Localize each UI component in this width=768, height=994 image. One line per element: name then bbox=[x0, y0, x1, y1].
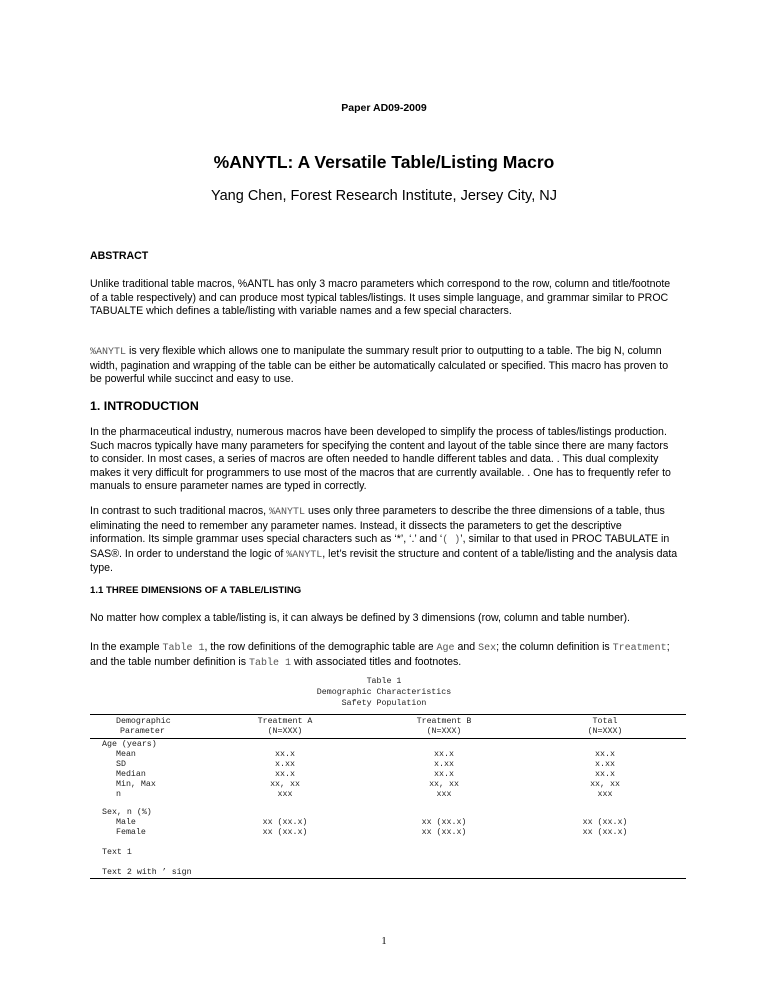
s11-text-b: , the row definitions of the demographic table are bbox=[204, 641, 437, 653]
table-cell: xx.x bbox=[595, 770, 615, 779]
col-header-total: Total bbox=[592, 717, 618, 726]
col-header-treatment-a: Treatment A bbox=[257, 717, 313, 726]
table-cell: xx.x bbox=[434, 750, 454, 759]
abstract-text-1: Unlike traditional table macros, %ANTL has only 3 macro parameters which correspond to the row, column and title/footnote of a table respectively) and can produce most typical tables/listings. It uses simple language, and grammar similar to PROC TABUALTE which defines a table/listing with variable names and a few special characters. bbox=[90, 278, 671, 318]
table-header-rule bbox=[90, 738, 686, 739]
table-cell: x.xx bbox=[595, 760, 615, 769]
col-header-treatment-b-n: (N=XXX) bbox=[426, 727, 462, 736]
s11-text-e: ; and the table number definition is bbox=[90, 641, 670, 668]
col-header-treatment-b: Treatment B bbox=[416, 717, 472, 726]
table-cell: x.xx bbox=[275, 760, 295, 769]
s11-text-d: ; the column definition is bbox=[496, 641, 613, 653]
table-row-label: Female bbox=[116, 828, 146, 837]
code-anytl: %ANYTL bbox=[286, 549, 323, 561]
table-text-2: Text 2 with ’ sign bbox=[102, 868, 192, 877]
table-cell: xxx bbox=[277, 790, 293, 799]
s11-text-f: with associated titles and footnotes. bbox=[291, 655, 462, 668]
code-age: Age bbox=[436, 643, 455, 654]
table-title-2: Demographic Characteristics bbox=[316, 688, 452, 697]
section-1-1-text-1: No matter how complex a table/listing is, it can always be defined by 3 dimensions (row, column and table number). bbox=[90, 612, 630, 624]
table-row-label: Mean bbox=[116, 750, 136, 759]
intro-paragraph-2 bbox=[90, 505, 680, 576]
intro-text-2-d: , let’s revisit the structure and content of a table/listing and the analysis data type. bbox=[90, 547, 678, 575]
s11-text-a: In the example bbox=[90, 641, 163, 653]
intro-text-2-b: uses only three parameters to describe the three dimensions of a table, thus eliminating the need to remember any parameter names. Instead, it dissects the parameters to get the descriptive information. Its simple grammar uses special characters such as ‘*’, ‘.’ and ‘ bbox=[90, 505, 665, 546]
table-cell: xx, xx bbox=[590, 780, 620, 789]
code-anytl: %ANYTL bbox=[90, 347, 127, 358]
code-parens: ( ) bbox=[442, 535, 461, 547]
intro-text-2 bbox=[90, 505, 680, 576]
abstract-heading: ABSTRACT bbox=[90, 250, 149, 262]
table-cell: xx (xx.x) bbox=[582, 818, 628, 827]
table-cell: xx (xx.x) bbox=[262, 818, 308, 827]
author-line: Yang Chen, Forest Research Institute, Jersey City, NJ bbox=[211, 188, 557, 204]
table-row-label: Median bbox=[116, 770, 146, 779]
page-number: 1 bbox=[381, 936, 387, 947]
table-row-label: SD bbox=[116, 760, 126, 769]
code-sex: Sex bbox=[478, 643, 497, 654]
table-cell: xx, xx bbox=[270, 780, 300, 789]
table-cell: xx (xx.x) bbox=[421, 828, 467, 837]
table-title-1: Table 1 bbox=[366, 677, 402, 686]
intro-text-2-a: In contrast to such traditional macros, bbox=[90, 505, 269, 517]
code-table-1: Table 1 bbox=[162, 643, 205, 654]
table-title-3: Safety Population bbox=[341, 699, 427, 708]
intro-paragraph-1 bbox=[90, 426, 680, 494]
table-row-label: n bbox=[116, 790, 121, 799]
col-header-treatment-a-n: (N=XXX) bbox=[267, 727, 303, 736]
code-treatment: Treatment bbox=[612, 643, 667, 654]
table-cell: x.xx bbox=[434, 760, 454, 769]
paper-id: Paper AD09-2009 bbox=[341, 102, 427, 114]
paper-title: %ANYTL: A Versatile Table/Listing Macro bbox=[213, 152, 555, 172]
code-anytl: %ANYTL bbox=[269, 507, 306, 518]
intro-heading: 1. INTRODUCTION bbox=[90, 399, 199, 413]
abstract-paragraph-2 bbox=[90, 345, 680, 387]
table-text-1: Text 1 bbox=[102, 848, 132, 857]
abstract-text-2 bbox=[90, 345, 680, 387]
table-row-label: Male bbox=[116, 818, 136, 827]
abstract-text-2-rest: is very flexible which allows one to manipulate the summary result prior to outputting to a table. The big N, column width, pagination and wrapping of the table can be either be automatically calculated or specified. This macro has proven to be powerful while succinct and easy to use. bbox=[90, 345, 669, 386]
table-row-label: Min, Max bbox=[116, 780, 156, 789]
col-header-param-line-1: Demographic bbox=[116, 717, 171, 726]
intro-text-1: In the pharmaceutical industry, numerous macros have been developed to simplify the process of tables/listings production. Such macros typically have many parameters for specifying the content and layout of the table since there are many factors to consider. In most cases, a series of macros are often needed to handle different tables and data. . This dual complexity makes it very difficult for programmers to use most of the macros that are currently available. . One has to frequently refer to manuals to ensure parameter names are typed in correctly. bbox=[90, 426, 671, 493]
table-cell: xxx bbox=[597, 790, 613, 799]
section-1-1-paragraph-1 bbox=[90, 612, 690, 626]
table-top-rule bbox=[90, 714, 686, 715]
row-group-sex: Sex, n (%) bbox=[102, 808, 152, 817]
section-1-1-paragraph-2 bbox=[90, 641, 680, 670]
section-1-1-text-2 bbox=[90, 641, 680, 670]
row-group-age: Age (years) bbox=[102, 740, 157, 749]
table-cell: xx.x bbox=[434, 770, 454, 779]
table-cell: xx (xx.x) bbox=[262, 828, 308, 837]
table-cell: xx.x bbox=[595, 750, 615, 759]
table-cell: xx.x bbox=[275, 750, 295, 759]
table-cell: xx (xx.x) bbox=[421, 818, 467, 827]
intro-text-2-c: ’, similar to that used in PROC TABULATE in SAS®. In order to understand the logic of bbox=[90, 533, 670, 560]
section-1-1-heading: 1.1 THREE DIMENSIONS OF A TABLE/LISTING bbox=[90, 585, 302, 596]
col-header-total-n: (N=XXX) bbox=[587, 727, 623, 736]
table-cell: xx.x bbox=[275, 770, 295, 779]
table-cell: xxx bbox=[436, 790, 452, 799]
table-bottom-rule bbox=[90, 878, 686, 879]
col-header-param-line-2: Parameter bbox=[120, 727, 165, 736]
table-cell: xx, xx bbox=[429, 780, 459, 789]
abstract-paragraph-1 bbox=[90, 278, 680, 319]
code-table-1: Table 1 bbox=[249, 657, 292, 669]
s11-text-c: and bbox=[454, 641, 479, 653]
table-cell: xx (xx.x) bbox=[582, 828, 628, 837]
